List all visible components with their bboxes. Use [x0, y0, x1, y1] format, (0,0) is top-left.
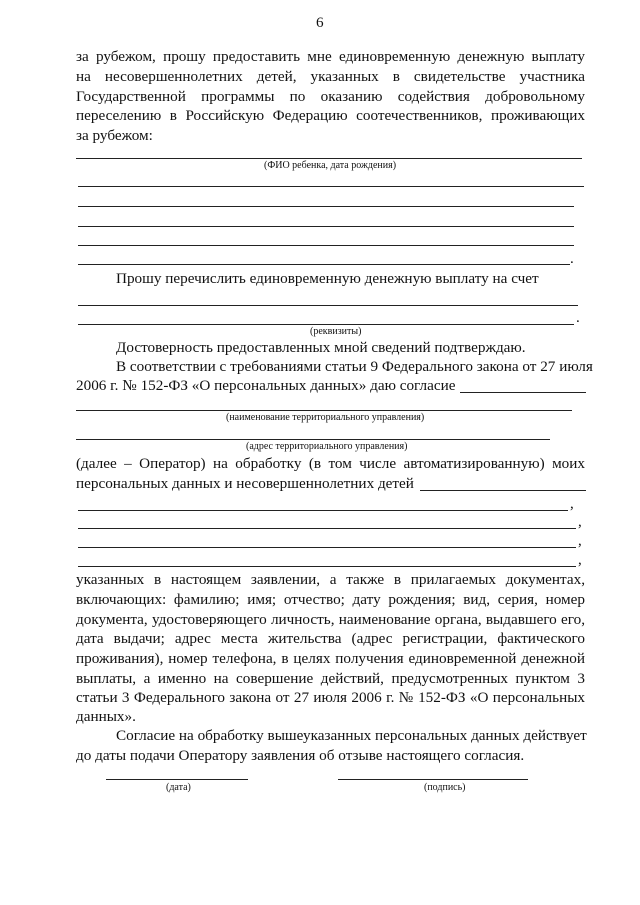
documents-line: дата выдачи; адрес места жительства (адрес регистрации, фактического	[76, 630, 585, 647]
period-mark: .	[570, 251, 574, 267]
comma-mark: ,	[570, 496, 574, 512]
consent-line: В соответствии с требованиями статьи 9 Федерального закона от 27 июля	[116, 358, 593, 375]
validity-line: до даты подачи Оператору заявления об отзыве настоящего согласия.	[76, 747, 525, 764]
documents-line: документа, удостоверяющего личность, наименование органа, выдавшего его,	[76, 611, 585, 628]
documents-line: включающих: фамилию; имя; отчество; дату рождения; вид, серия, номер	[76, 591, 585, 608]
documents-line: данных».	[76, 708, 136, 725]
intro-line: на несовершеннолетних детей, указанных в свидетельстве участника	[76, 68, 585, 85]
transfer-request: Прошу перечислить единовременную денежную выплату на счет	[116, 270, 539, 287]
comma-mark: ,	[578, 533, 582, 549]
fill-line	[78, 206, 574, 207]
fill-line	[106, 779, 248, 780]
documents-line: выплаты, а именно на совершение действий, предусмотренных пунктом 3	[76, 670, 585, 687]
fill-line	[78, 245, 574, 246]
operator-line: персональных данных и несовершеннолетних детей	[76, 475, 414, 492]
fill-line	[78, 226, 574, 227]
fill-line	[78, 510, 568, 511]
date-caption: (дата)	[166, 782, 191, 793]
fill-line	[338, 779, 528, 780]
validity-line: Согласие на обработку вышеуказанных персональных данных действует	[116, 727, 587, 744]
comma-mark: ,	[578, 514, 582, 530]
comma-mark: ,	[578, 552, 582, 568]
consent-fill-line[interactable]	[460, 392, 586, 393]
signature-caption: (подпись)	[424, 782, 466, 793]
consent-line: 2006 г. № 152-ФЗ «О персональных данных» даю согласие	[76, 377, 456, 394]
fill-line	[78, 528, 576, 529]
operator-fill-line[interactable]	[420, 490, 586, 491]
intro-line: за рубежом, прошу предоставить мне единовременную денежную выплату	[76, 48, 585, 65]
intro-line: переселению в Российскую Федерацию соотечественников, проживающих	[76, 107, 585, 124]
fill-line	[78, 264, 570, 265]
documents-line: указанных в настоящем заявлении, а также в прилагаемых документах,	[76, 571, 585, 588]
fill-line	[78, 566, 576, 567]
child-info-caption: (ФИО ребенка, дата рождения)	[264, 160, 397, 171]
fill-line	[78, 547, 576, 548]
requisites-caption: (реквизиты)	[310, 326, 362, 337]
documents-line: статьи 3 Федерального закона от 27 июля 2006 г. № 152-ФЗ «О персональных	[76, 689, 585, 706]
territorial-caption: (наименование территориального управления)	[226, 412, 425, 423]
period-mark: .	[576, 310, 580, 326]
fill-line	[78, 305, 578, 306]
address-caption: (адрес территориального управления)	[246, 441, 408, 452]
accuracy-confirmation: Достоверность предоставленных мной сведений подтверждаю.	[116, 339, 526, 356]
fill-line	[76, 410, 572, 411]
fill-line	[78, 324, 574, 325]
fill-line	[78, 186, 584, 187]
operator-line: (далее – Оператор) на обработку (в том числе автоматизированную) моих	[76, 455, 585, 472]
documents-line: проживания), номер телефона, в целях получения единовременной денежной	[76, 650, 585, 667]
intro-line: Государственной программы по оказанию содействия добровольному	[76, 88, 585, 105]
intro-line: за рубежом:	[76, 127, 153, 144]
page-number: 6	[316, 14, 324, 31]
fill-line	[76, 158, 582, 159]
fill-line	[76, 439, 550, 440]
